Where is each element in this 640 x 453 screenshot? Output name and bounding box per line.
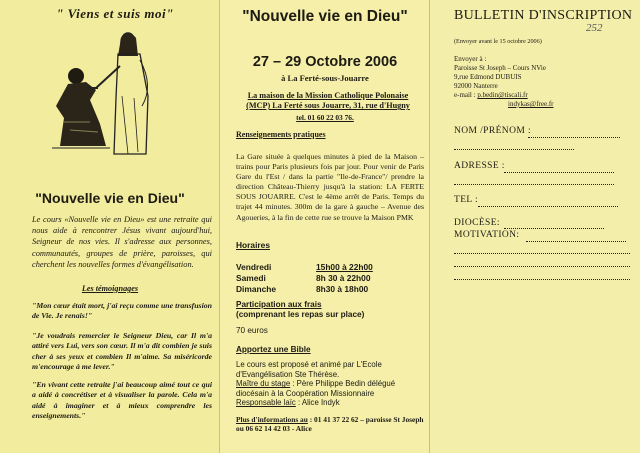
address-line: 9,rue Edmond DUBUIS [454,73,522,81]
tel-field-label: TEL : [454,195,479,205]
motivation-field[interactable] [526,241,626,242]
intro-text: Le cours «Nouvelle vie en Dieu» est une retraite qui nous aide à rencontrer Jésus vivant aujourd'hui, Seigneur de nos vies. Il s'adresse aux personnes, communautés, groupes de prière, paroisses, qui cherchent les nouvelles formes d'évangélisation. [32,215,212,269]
venue-line: La maison de la Mission Catholique Polonaise [247,91,409,100]
organizer-text: Le cours est proposé et animé par L'Ecole d'Evangélisation Ste Thérèse. [236,360,382,379]
email-link[interactable]: indykas@free.fr [508,100,554,108]
left-panel [0,0,220,453]
lay-label: Responsable laïc [236,398,296,408]
more-info [236,415,428,434]
organizer-info [236,360,426,408]
panel2-title: "Nouvelle vie en Dieu" [242,8,408,25]
name-field-line2[interactable] [454,149,574,150]
fees-heading [236,300,426,320]
motivation-line[interactable] [454,266,630,267]
address-field-line2[interactable] [454,184,614,185]
schedule-day: Samedi [236,273,266,283]
fees-title: Participation aux frais [236,300,322,309]
form-title: BULLETIN D'INSCRIPTION [454,8,633,23]
motivation-line[interactable] [454,279,630,280]
schedule-heading: Horaires [236,240,270,250]
price: 70 euros [236,326,268,335]
name-field-label: NOM /PRÉNOM : [454,126,531,136]
info-value: : 01 41 37 22 62 – paroisse St Joseph ou 06 62 14 42 03 - Alice [236,415,424,434]
address-field[interactable] [504,172,614,173]
lay-value: : Alice Indyk [295,398,340,408]
motivation-line[interactable] [454,253,630,254]
venue-line: (MCP) La Ferté sous Jouarre, 31, rue d'Hugny [246,101,410,111]
schedule-day: Dimanche [236,284,277,294]
bible-note: Apportez une Bible [236,345,311,354]
schedule-time: 8h30 à 18h00 [316,284,369,294]
name-field[interactable] [528,137,620,138]
event-town: à La Ferté-sous-Jouarre [281,73,369,83]
motivation-field-label: MOTIVATION: [454,230,520,240]
testimony-quote: "Mon cœur était mort, j'ai reçu comme une transfusion de Vie. Je renais!" [32,301,212,321]
master-label: Maître du stage [236,379,291,389]
send-to [454,55,554,109]
diocese-field-label: DIOCÈSE: [454,218,500,228]
jesus-illustration [50,26,160,158]
right-panel [430,0,640,453]
email-label: e-mail : [454,91,478,99]
practical-text: La Gare située à quelques minutes à pied de la Maison – trains pour Paris plusieurs fois par jour. Pour venir de Paris Gare du l'Est / dans la partie "Ile-de-France"/ prendre la direction Château-Thierry jusqu'à la station: LA FERTE SOUS JOUARRE. C'est le 4ème arrêt de Paris. Temps du trajet 44 minutes. 300m de la gare à gauche – Avenue des Agoueries, à la fin de cette rue se trouve la Maison PMK [236,152,424,222]
practical-heading: Renseignements pratiques [236,130,326,139]
diocese-field[interactable] [504,228,604,229]
tel-field[interactable] [478,206,618,207]
testimony-quote: "En vivant cette retraite j'ai beaucoup aimé tout ce qui a aidé à concrétiser et à visualiser la parole. Cela m'a aidé à imaginer et à mieux comprendre les enseignements." [32,380,212,421]
address-line: 92000 Nanterre [454,82,498,90]
schedule-time: 15h00 à 22h00 [316,262,373,272]
handwritten-number: 252 [586,22,603,34]
send-to-label: Envoyer à : [454,55,487,63]
testimonies-heading: Les témoignages [81,284,139,293]
fees-note: (comprenant les repas sur place) [236,310,365,319]
middle-panel [220,0,430,453]
email-link[interactable]: p.bedin@tiscali.fr [477,91,528,99]
address-line: Paroisse St Joseph – Cours NVie [454,64,546,72]
address-field-label: ADRESSE : [454,161,505,171]
master-value: : Père Philippe Bedin délégué diocésain à la Coopération Missionnaire [236,379,396,398]
panel1-title: "Nouvelle vie en Dieu" [35,190,185,206]
schedule-day: Vendredi [236,262,272,272]
venue-phone: tel. 01 60 22 03 76. [296,113,354,122]
venue [230,91,426,111]
event-dates: 27 – 29 Octobre 2006 [252,54,398,70]
testimony-quote: "Je voudrais remercier le Seigneur Dieu, car Il m'a attiré vers Lui, vers son cœur. Il m'a dit combien je suis cher à ses yeux et combien Il m'aime. Sa miséricorde m'encourage à me lever." [32,331,212,372]
schedule-time: 8h 30 à 22h00 [316,273,371,283]
info-label: Plus d'informations au [236,415,308,424]
deadline-note: (Envoyer avant le 15 octobre 2006) [454,38,542,45]
tagline: " Viens et suis moi" [56,6,174,21]
